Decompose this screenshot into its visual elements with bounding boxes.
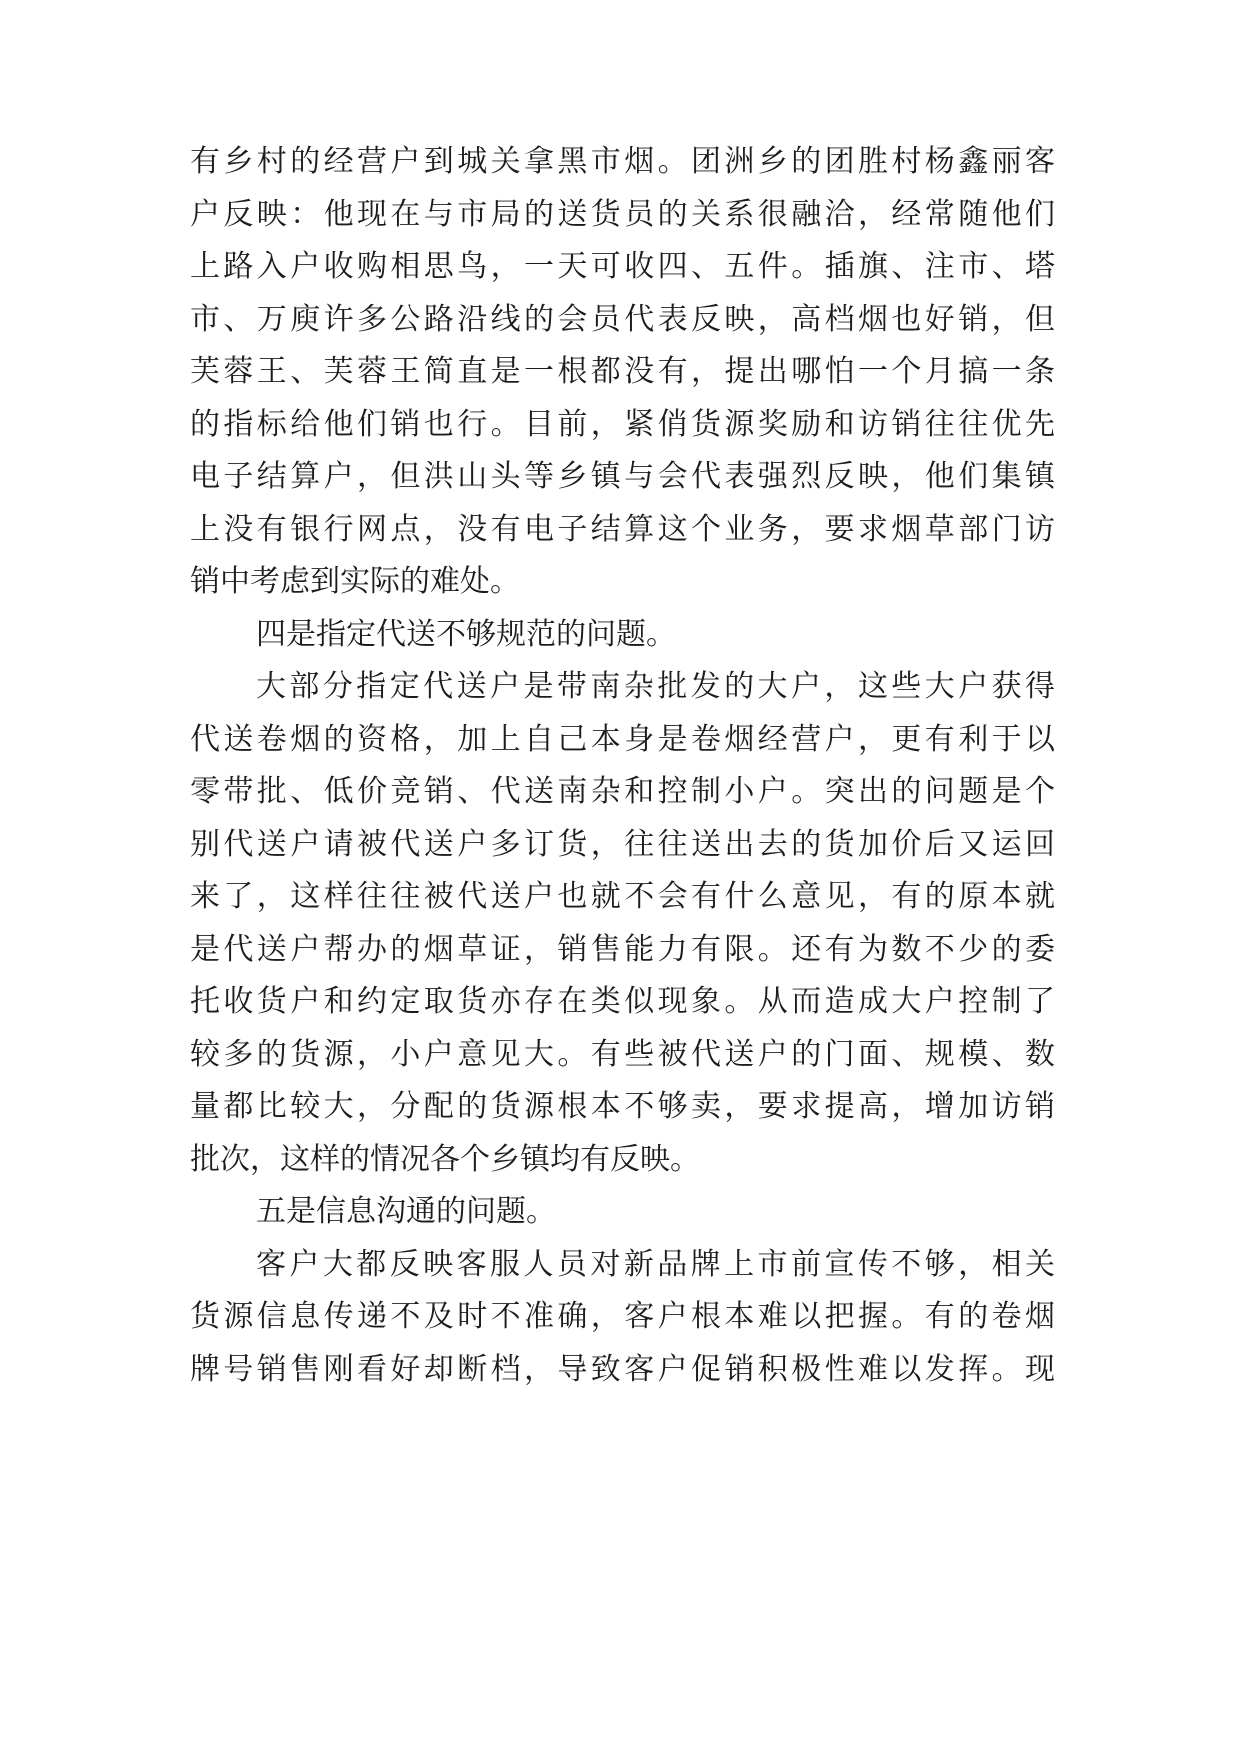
text-line: 来了，这样往往被代送户也就不会有什么意见，有的原本就 — [190, 879, 1055, 914]
text-line: 上路入户收购相思鸟，一天可收四、五件。插旗、注市、塔 — [190, 249, 1055, 284]
paragraph — [190, 1239, 1055, 1397]
section-heading-five — [190, 1186, 1055, 1239]
section-heading-four — [190, 609, 1055, 662]
text-line: 量都比较大，分配的货源根本不够卖，要求提高，增加访销 — [190, 1089, 1055, 1124]
text-line: 大部分指定代送户是带南杂批发的大户，这些大户获得 — [256, 669, 1055, 704]
text-line: 销中考虑到实际的难处。 — [190, 564, 520, 599]
paragraph-continued — [190, 136, 1055, 609]
text-line: 五是信息沟通的问题。 — [256, 1194, 556, 1229]
text-line: 托收货户和约定取货亦存在类似现象。从而造成大户控制了 — [190, 984, 1055, 1019]
text-line: 是代送户帮办的烟草证，销售能力有限。还有为数不少的委 — [190, 931, 1055, 967]
text-line: 电子结算户，但洪山头等乡镇与会代表强烈反映，他们集镇 — [190, 459, 1055, 494]
text-line: 别代送户请被代送户多订货，往往送出去的货加价后又运回 — [190, 826, 1055, 862]
text-line: 市、万庾许多公路沿线的会员代表反映，高档烟也好销，但 — [190, 301, 1055, 337]
text-line: 零带批、低价竞销、代送南杂和控制小户。突出的问题是个 — [190, 774, 1055, 809]
text-line: 批次，这样的情况各个乡镇均有反映。 — [190, 1141, 700, 1177]
body-text — [190, 136, 1055, 1396]
text-line: 牌号销售刚看好却断档，导致客户促销积极性难以发挥。现 — [190, 1351, 1055, 1387]
text-line: 户反映：他现在与市局的送货员的关系很融洽，经常随他们 — [190, 196, 1055, 232]
text-line: 有乡村的经营户到城关拿黑市烟。团洲乡的团胜村杨鑫丽客 — [190, 144, 1055, 179]
text-line: 较多的货源，小户意见大。有些被代送户的门面、规模、数 — [190, 1036, 1055, 1072]
text-line: 的指标给他们销也行。目前，紧俏货源奖励和访销往往优先 — [190, 406, 1055, 442]
text-line: 芙蓉王、芙蓉王简直是一根都没有，提出哪怕一个月搞一条 — [190, 354, 1055, 389]
text-line: 四是指定代送不够规范的问题。 — [256, 616, 676, 652]
text-line: 上没有银行网点，没有电子结算这个业务，要求烟草部门访 — [190, 511, 1055, 547]
text-line: 货源信息传递不及时不准确，客户根本难以把握。有的卷烟 — [190, 1299, 1055, 1334]
paragraph — [190, 661, 1055, 1186]
text-line: 客户大都反映客服人员对新品牌上市前宣传不够，相关 — [256, 1246, 1055, 1282]
text-line: 代送卷烟的资格，加上自己本身是卷烟经营户，更有利于以 — [190, 721, 1055, 757]
